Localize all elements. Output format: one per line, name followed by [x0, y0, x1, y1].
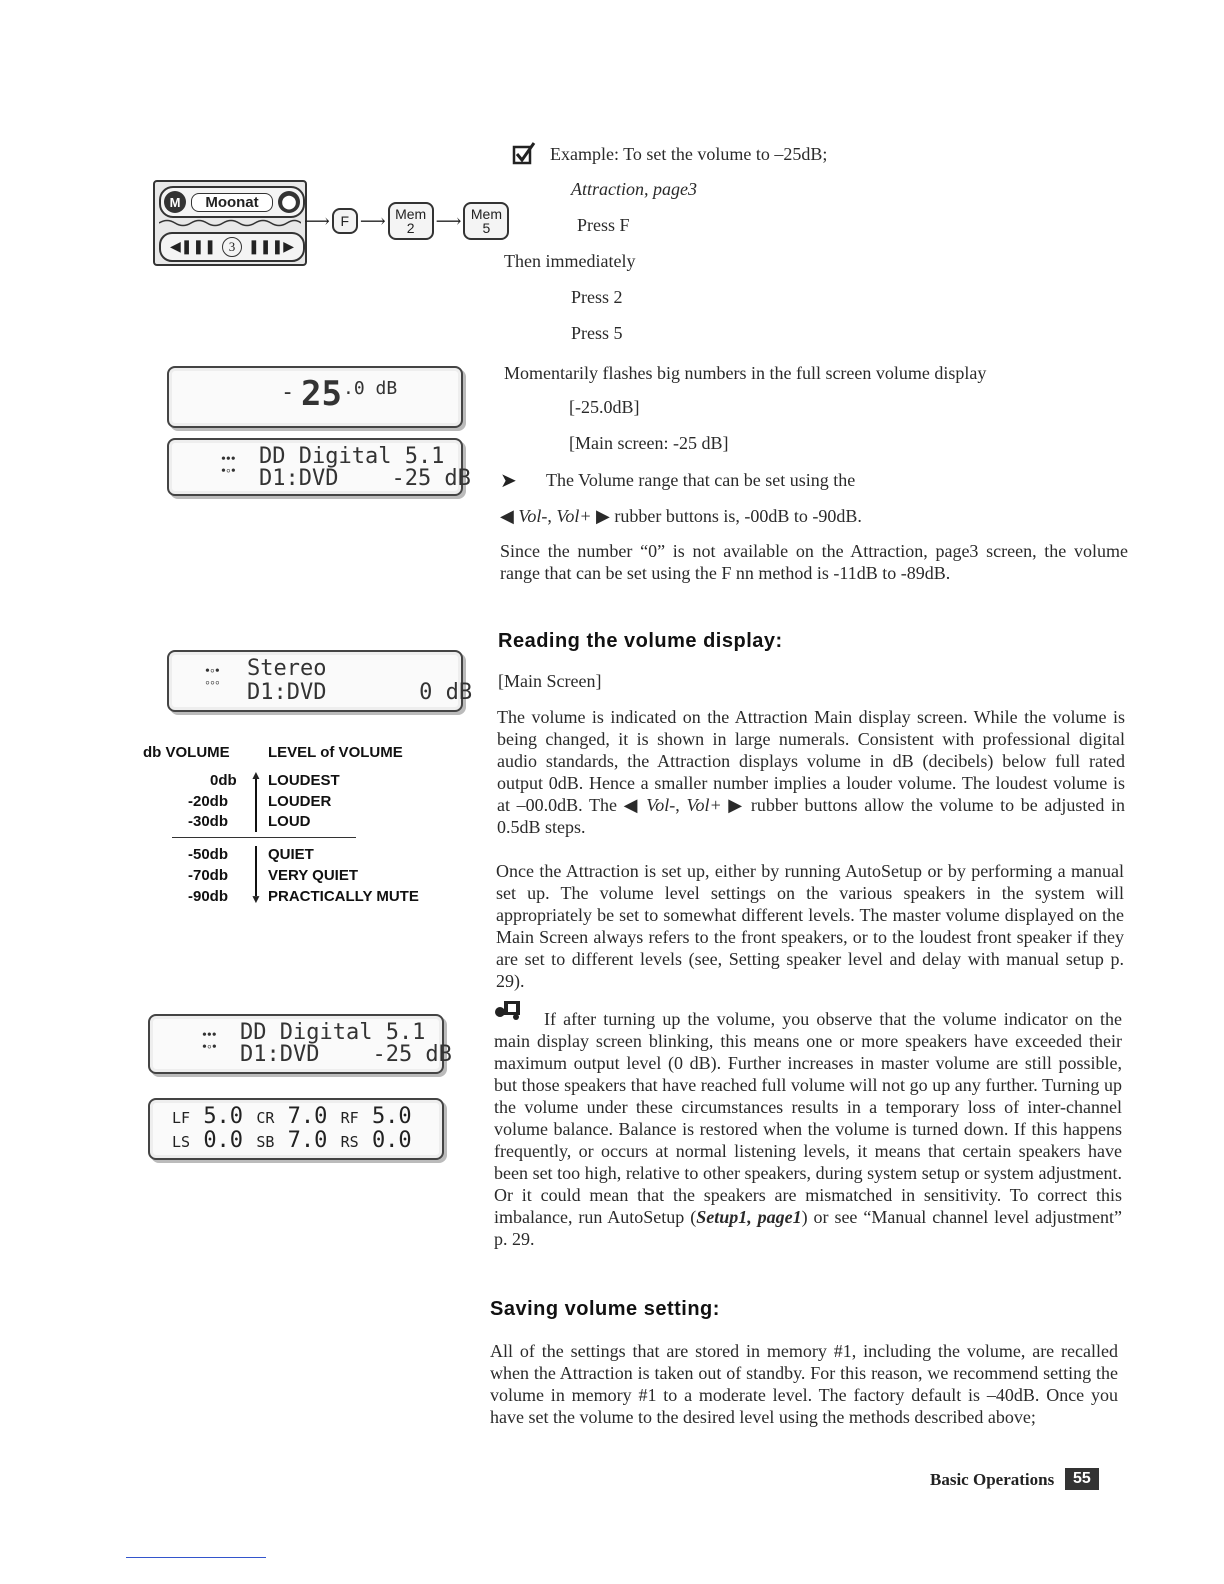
vol-plus-label: Vol+: [556, 506, 592, 526]
vol-minus-label: Vol-: [646, 795, 676, 815]
remote-logo-m: M: [164, 191, 186, 213]
section-heading-reading: Reading the volume display:: [498, 630, 783, 652]
lcd-channel-levels: [148, 1098, 444, 1160]
ch-label-ls: LS: [172, 1133, 191, 1151]
example-screen-ref: Attraction, page3: [571, 179, 697, 199]
vt-level-0: LOUDEST: [268, 772, 340, 789]
vt-level-4: VERY QUIET: [268, 867, 359, 884]
key-mem-2: Mem 2: [388, 202, 434, 240]
volume-table-header-level: LEVEL of VOLUME: [268, 744, 403, 761]
vt-db-4: -70db: [188, 867, 229, 884]
volume-scale-line-bottom: [255, 846, 257, 896]
volume-table-divider: [172, 837, 356, 838]
reading-p1-end: rubber buttons allow the volume to be adjusted in 0.5dB steps.: [497, 795, 1126, 837]
vt-db-0: 0db: [210, 772, 237, 789]
ch-label-sb: SB: [256, 1133, 275, 1151]
ch-value-ls: 0.0: [203, 1128, 244, 1153]
note-arrow-icon: ➤: [500, 470, 517, 492]
arrow-up-icon: ▲: [250, 768, 262, 782]
example-intro: Example: To set the volume to –25dB;: [550, 144, 828, 164]
ch-value-rf: 5.0: [371, 1104, 412, 1129]
vt-db-1: -20db: [188, 793, 229, 810]
ch-label-cr: CR: [256, 1109, 275, 1127]
arrow-down-icon: ▼: [250, 892, 262, 906]
speaker-dots-icon: ••• •◦•: [221, 452, 236, 479]
channel-row-1: [172, 1104, 412, 1129]
ch-value-lf: 5.0: [203, 1104, 244, 1129]
vol-minus-label: Vol-: [518, 506, 548, 526]
lcd-digital-2: [148, 1014, 452, 1074]
key-sequence: [304, 202, 509, 240]
remote-top-bar: [159, 186, 305, 218]
lcd-big-volume: [167, 366, 463, 428]
remote-wave-decoration: [159, 218, 301, 228]
vt-db-3: -50db: [188, 846, 229, 863]
key-mem-5: Mem 5: [463, 202, 509, 240]
saving-paragraph: All of the settings that are stored in memory #1, including the volume, are recalled when the Attraction is taken out of standby. For this reason, we recommend setting the volume in memory #1 to a moderate level. The factory default is –40dB. Once you have set the volume to the desired level using the methods described above;: [490, 1341, 1118, 1427]
arrow-right-icon: ⟶: [359, 210, 386, 231]
vt-level-2: LOUD: [268, 813, 311, 830]
remote-power-icon: ⬤: [278, 191, 300, 213]
page-number: 55: [1065, 1468, 1099, 1490]
remote-diagram: [153, 180, 307, 266]
range-line-1: The Volume range that can be set using the: [546, 470, 856, 490]
lcd-big-digits: 25: [301, 374, 342, 414]
remote-center-button: 3: [222, 237, 242, 257]
speaker-dots-icon: ••• •◦•: [202, 1028, 217, 1055]
footer-section-label: Basic Operations: [930, 1470, 1055, 1489]
volume-up-arrow-icon: ❚❚❚▶: [248, 239, 294, 255]
arrow-right-icon: ⟶: [435, 210, 462, 231]
lcd-stereo-line-2: D1:DVD 0 dB: [247, 680, 473, 705]
ch-value-rs: 0.0: [371, 1128, 412, 1153]
vt-level-1: LOUDER: [268, 793, 332, 810]
remote-brand-label: Moonat: [191, 193, 273, 212]
lcd-2-line-2: D1:DVD -25 dB: [240, 1042, 452, 1067]
vt-level-5: PRACTICALLY MUTE: [268, 888, 419, 905]
ch-label-rf: RF: [340, 1109, 359, 1127]
example-momentary: Momentarily flashes big numbers in the full screen volume display: [504, 363, 987, 383]
key-f: F: [332, 208, 358, 234]
reading-p3-end: ) or see “Manual channel level adjustment” p. 29.: [494, 1207, 1122, 1249]
range-text: rubber buttons is, -00dB to -90dB.: [614, 506, 862, 526]
lcd-1-line-2: D1:DVD -25 dB: [259, 466, 471, 491]
example-then: Then immediately: [504, 251, 636, 271]
reading-paragraph-1: The volume is indicated on the Attraction Main display screen. While the volume is being changed, it is shown in large numerals. Consistent with professional digital audio standards, the Attraction displays volume in dB (decibels) below full rated output 0dB. Hence a smaller number implies a louder volume. The loudest volume is at –00.0dB. The ◀ Vol-, Vol+ ▶ rubber buttons allow the volume to be adjusted in 0.5dB steps.: [497, 707, 1126, 837]
remote-volume-bar: [159, 232, 305, 262]
lcd-1-line-1: DD Digital 5.1: [259, 444, 445, 469]
range-line-2: ◀ Vol-, Vol+ ▶ rubber buttons is, -00dB to -90dB.: [500, 506, 862, 526]
vol-left-arrow-icon: ◀: [500, 506, 514, 526]
volume-down-arrow-icon: ◀❚❚❚: [170, 239, 216, 255]
volume-scale-line-top: [255, 778, 257, 832]
lcd-2-line-1: DD Digital 5.1: [240, 1020, 426, 1045]
vol-plus-label: Vol+: [686, 795, 722, 815]
reading-p3-link: Setup1, page1: [696, 1207, 802, 1227]
arrow-right-icon: ⟶: [304, 210, 330, 231]
example-press-2: Press 2: [571, 287, 623, 307]
ch-label-rs: RS: [340, 1133, 359, 1151]
volume-table-header-db: db VOLUME: [143, 744, 230, 761]
lcd-big-tail: .0 dB: [343, 378, 398, 399]
ch-value-cr: 7.0: [287, 1104, 328, 1129]
section-heading-saving: Saving volume setting:: [490, 1298, 720, 1320]
ch-label-lf: LF: [172, 1109, 191, 1127]
reading-p1-text: The volume is indicated on the Attraction Main display screen. While the volume is being changed, it is shown in large numerals. Consistent with professional digital audio standards, the Attraction displays volume in dB (decibels) below full rated output 0dB. Hence a smaller number implies a louder volume. The loudest volume is at –00.0dB. The: [497, 707, 1125, 815]
speaker-dots-icon: •◦• ◦◦◦: [205, 664, 220, 691]
vol-right-arrow-icon: ▶: [728, 795, 745, 815]
vt-db-5: -90db: [188, 888, 229, 905]
checkbox-check-icon: [512, 142, 536, 166]
example-press-f: Press F: [577, 215, 630, 235]
example-main-screen: [Main screen: -25 dB]: [569, 433, 729, 453]
vol-left-arrow-icon: ◀: [623, 795, 640, 815]
vt-level-3: QUIET: [268, 846, 314, 863]
lcd-stereo: [167, 650, 473, 712]
reading-sub: [Main Screen]: [498, 671, 602, 691]
ch-value-sb: 7.0: [287, 1128, 328, 1153]
lcd-digital-1: [167, 438, 471, 496]
footer-rule: [126, 1557, 266, 1558]
vt-db-2: -30db: [188, 813, 229, 830]
reading-paragraph-2: Once the Attraction is set up, either by running AutoSetup or by performing a manual set up. The volume level settings on the various speakers in the system will appropriately be set to somewhat different levels. The master volume displayed on the Main Screen always refers to the front speakers, or to the loudest front speaker if they are set to different levels (see, Setting speaker level and delay with manual setup p. 29).: [496, 861, 1124, 991]
range-note: Since the number “0” is not available on the Attraction, page3 screen, the volume range that can be set using the F nn method is -11dB to -89dB.: [500, 541, 1128, 583]
channel-row-2: [172, 1128, 412, 1153]
example-press-5: Press 5: [571, 323, 623, 343]
example-big-display: [-25.0dB]: [569, 397, 640, 417]
lcd-big-minus: -: [281, 380, 295, 405]
reading-p3-text: If after turning up the volume, you observe that the volume indicator on the main display screen blinking, this means one or more speakers have exceeded their maximum output level (0 dB). Further increases in master volume are still possible, but those speakers that have reached full volume will not go up any further. Turning up the volume under these circumstances results in a temporary loss of inter-channel volume balance. Balance is restored when the volume is turned down. If this happens frequently, or occurs at normal listening levels, it means that certain speakers have been set too high, relative to other speakers, during system setup or system adjustment. Or it could mean that the speakers are mismatched in sensitivity. To correct this imbalance, run AutoSetup (: [494, 1009, 1122, 1227]
reading-paragraph-3: [494, 1008, 1122, 1250]
lcd-stereo-line-1: Stereo: [247, 656, 327, 681]
vol-right-arrow-icon: ▶: [596, 506, 610, 526]
